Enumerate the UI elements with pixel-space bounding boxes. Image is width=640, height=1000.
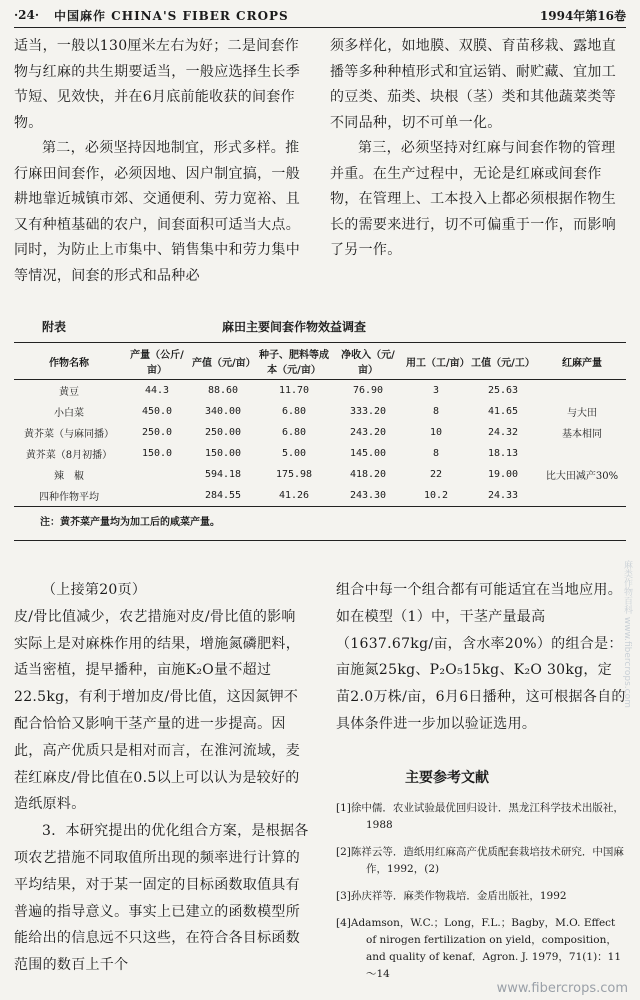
header-rule [14, 27, 626, 28]
paragraph: 组合中每一个组合都有可能适宜在当地应用。如在模型（1）中，干茎产量最高（1637.67kg/亩，含水率20%）的组合是：亩施氮25kg、P₂O₅15kg、K₂O 30kg，定苗2.0万株/亩，6月6日播种，这可根据各自的具体条件进一步加以验证选用。 [336, 582, 626, 732]
column-header: 产值（元/亩） [190, 343, 256, 380]
table-cell: 41.65 [487, 406, 519, 417]
column-header: 红麻产量 [538, 343, 626, 380]
section-rule [14, 540, 626, 541]
table-cell: 450.0 [141, 406, 173, 417]
benefit-table [14, 342, 626, 507]
table-cell: 340.00 [204, 406, 242, 417]
side-watermark: 麻类作物百科 www.fibercrops.com [622, 560, 632, 708]
table-cell: 594.18 [204, 469, 242, 480]
lower-right-column [336, 577, 626, 738]
table-cell: 150.0 [141, 448, 173, 459]
red-kenaf-yield-note: 与大田 [567, 408, 597, 419]
upper-left-column [14, 34, 312, 289]
table-title [14, 318, 626, 338]
table-cell: 黄芥菜（8月初播） [25, 450, 113, 461]
table-caption: 麻田主要间套作物效益调查 [222, 320, 367, 334]
table-row [14, 380, 626, 402]
page-number: ·24· [14, 8, 40, 22]
table-footnote: 注：黄芥菜产量均为加工后的咸菜产量。 [40, 517, 220, 528]
table-row [14, 443, 626, 464]
table-cell [538, 380, 626, 402]
column-header: 作物名称 [14, 343, 124, 380]
table-cell: 243.20 [349, 427, 387, 438]
references-title: 主要参考文献 [405, 770, 489, 786]
table-cell: 44.3 [144, 385, 170, 396]
table-cell: 18.13 [487, 448, 519, 459]
reference-item: [4]Adamson，W.C.；Long，F.L.；Bagby，M.O. Effect of nirogen fertilization on yield，composition，and quality of kenaf．Agron. J. 1979，71(1)：11～14 [336, 917, 622, 980]
table-cell [124, 464, 190, 485]
table-cell: 250.0 [141, 427, 173, 438]
table-cell: 11.70 [278, 385, 310, 396]
table-cell [124, 485, 190, 507]
table-cell: 四种作物平均 [14, 485, 124, 507]
table-cell: 41.26 [256, 485, 332, 507]
table-cell: 辣 椒 [54, 471, 84, 482]
table-cell: 284.55 [190, 485, 256, 507]
table-cell: 3 [432, 385, 440, 396]
table-cell: 22 [429, 469, 443, 480]
table-label: 附表 [42, 320, 67, 334]
table-cell: 黄芥菜（与麻同播） [24, 429, 114, 440]
table-cell: 6.80 [281, 427, 307, 438]
continued-note: （上接第20页） [42, 582, 147, 598]
table-cell: 6.80 [281, 406, 307, 417]
references-list [336, 800, 626, 993]
paragraph: 第三，必须坚持对红麻与间套作物的管理并重。在生产过程中，无论是红麻或间套作物，在管理上、工本投入上都必须根据作物生长的需要来进行，切不可偏重于一作，而影响了另一作。 [330, 140, 616, 258]
table-cell: 19.00 [487, 469, 519, 480]
watermark-url: www.fibercrops.com [496, 981, 628, 996]
table-cell: 24.33 [468, 485, 538, 507]
table-cell: 5.00 [281, 448, 307, 459]
table-cell: 175.98 [275, 469, 313, 480]
column-header: 产量（公斤/亩） [124, 343, 190, 380]
table-cell: 250.00 [204, 427, 242, 438]
table-row [14, 485, 626, 507]
table-cell: 10 [429, 427, 443, 438]
column-header: 净收入（元/亩） [332, 343, 404, 380]
issue-info: 1994年第16卷 [539, 8, 626, 23]
table-cell: 243.30 [332, 485, 404, 507]
table-cell: 145.00 [349, 448, 387, 459]
table-cell: 418.20 [349, 469, 387, 480]
red-kenaf-yield-note: 基本相同 [562, 429, 602, 440]
column-header: 工值（元/工） [468, 343, 538, 380]
upper-right-column [330, 34, 628, 264]
table-header-row [14, 343, 626, 380]
paragraph: 3．本研究提出的优化组合方案，是根据各项农艺措施不同取值所出现的频率进行计算的平均结果，对于某一固定的目标函数取值具有普遍的指导意义。事实上已建立的函数模型所能给出的信息远不只这些，在符合各目标函数范围的数百上千个 [14, 823, 309, 974]
table-cell: 333.20 [349, 406, 387, 417]
page-header [14, 4, 626, 26]
reference-item: [1]徐中儒．农业试验最优回归设计．黑龙江科学技术出版社，1988 [336, 802, 624, 831]
table-cell [538, 443, 626, 464]
table-cell: 黄豆 [59, 387, 79, 398]
paragraph: 适当，一般以130厘米左右为好；二是间套作物与红麻的共生期要适当，一般应选择生长季节短、见效快，并在6月底前能收获的间套作物。 [14, 38, 300, 131]
table-cell: 25.63 [487, 385, 519, 396]
paragraph: 须多样化，如地膜、双膜、育苗移栽、露地直播等多种种植形式和宜运销、耐贮藏、宜加工的豆类、茄类、块根（茎）类和其他蔬菜类等不同品种，切不可单一化。 [330, 38, 616, 131]
table-cell: 小白菜 [54, 408, 84, 419]
paragraph: 皮/骨比值减少，农艺措施对皮/骨比值的影响实际上是对麻株作用的结果，增施氮磷肥料，适当密植，提早播种，亩施K₂O量不超过22.5kg，有利于增加皮/骨比值，这因氮钾不配合恰恰又影响干茎产量的进一步提高。因此，高产优质只是相对而言，在淮河流域，麦茬红麻皮/骨比值在0.5以上可以认为是较好的造纸原料。 [14, 608, 300, 813]
table-cell: 88.60 [207, 385, 239, 396]
table-row [14, 422, 626, 443]
table-cell: 150.00 [204, 448, 242, 459]
column-header: 种子、肥料等成本（元/亩） [256, 343, 332, 380]
red-kenaf-yield-note: 比大田减产30% [545, 471, 619, 482]
table-cell [538, 485, 626, 507]
table-cell: 24.32 [487, 427, 519, 438]
column-header: 用工（工/亩） [404, 343, 468, 380]
table-row [14, 401, 626, 422]
reference-item: [2]陈祥云等．造纸用红麻高产优质配套栽培技术研究．中国麻作，1992，(2) [336, 846, 624, 875]
table-cell: 8 [432, 406, 440, 417]
lower-left-column [14, 577, 310, 979]
table-row [14, 464, 626, 485]
paragraph: 第二，必须坚持因地制宜，形式多样。推行麻田间套作，必须因地、因户制宜搞，一般耕地靠近城镇市郊、交通便利、劳力宽裕、且又有种植基础的农户，间套面积可适当大点。同时，为防止上市集中、销售集中和劳力集中等情况，间套的形式和品种必 [14, 140, 300, 284]
table-cell: 8 [432, 448, 440, 459]
table-cell: 76.90 [352, 385, 384, 396]
table-cell: 10.2 [404, 485, 468, 507]
reference-item: [3]孙庆祥等．麻类作物栽培．金盾出版社，1992 [336, 890, 567, 902]
journal-name: 中国麻作 CHINA'S FIBER CROPS [54, 8, 289, 23]
